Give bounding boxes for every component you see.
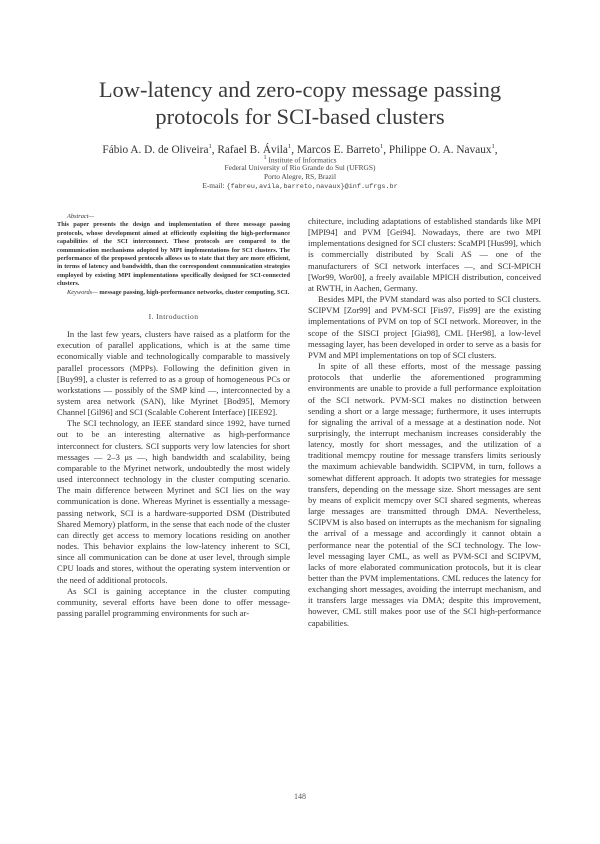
author-separator: , (494, 143, 498, 156)
email-label: E-mail: (202, 181, 225, 190)
affiliation-mark: 1 (263, 155, 267, 161)
paragraph: Besides MPI, the PVM standard was also ported to SCI clusters. SCIPVM [Zor99] and PVM-SCI [Fis97, Fis99] are the existing implementations of PVM on top of SCI network. Moreover, in the scope of the SISCI project [Gia98], CML [Her98], a low-level messaging layer, has been developed in order to serve as a basis for PVM and MPI implementations on top of SCI clusters. (308, 294, 541, 360)
author-separator: , (291, 143, 297, 156)
abstract (57, 213, 290, 289)
author-mark: 1 (380, 143, 384, 150)
author-name: Fábio A. D. de Oliveira (102, 143, 209, 156)
paper-title-line-1: Low-latency and zero-copy message passing (98, 77, 502, 102)
author-name: Rafael B. Ávila (217, 143, 288, 156)
section-heading: I. Introduction (148, 312, 199, 322)
affiliation-city: Porto Alegre, RS, Brazil (263, 172, 337, 181)
keywords-text: message passing, high-performance networks, cluster computing, SCI. (99, 288, 290, 296)
paper-title-line-2: protocols for SCI-based clusters (155, 104, 445, 129)
paragraph: The SCI technology, an IEEE standard since 1992, have turned out to be an interesting alternative as high-performance interconnect for clusters. SCI supports very low latencies for short messages — 2–3 μs —, high bandwidth and scalability, being comparable to the Myrinet network, undoubtedly the most widely used interconnect technology in the cluster computing scenario. The main difference between Myrinet and SCI lies on the way communication is done. Whereas Myrinet is essentially a message-passing network, SCI is a hardware-supported DSM (Distributed Shared Memory) platform, in the sense that each node of the cluster can directly get access to memory locations residing on another nodes. This behavior explains the low-latency inherent to SCI, since all communication can be done at user level, through simple CPU loads and stores, without the operating system intervention or the need of additional protocols. (57, 418, 290, 585)
author-name: Philippe O. A. Navaux (388, 143, 492, 156)
abstract-label: Abstract— (67, 213, 95, 220)
paragraph: In the last few years, clusters have raised as a platform for the execution of parallel applications, which is at the same time economically viable and technologically comparable to massively parallel processors (MPPs). Following the definition given in [Buy99], a cluster is referred to as a group of homogeneous PCs or workstations — possibly of the SMP kind —, interconnected by a system area network (SAN), like Myrinet [Bod95], Memory Channel [Gil96] and SCI (Scalable Coherent Interface) [IEE92]. (57, 329, 290, 418)
keywords (57, 289, 290, 297)
paragraph: In spite of all these efforts, most of the message passing protocols that underlie the aforementioned programming environments are unable to provide a full performance exploitation of the SCI network. PVM-SCI makes no distinction between sending a short or a large message; furthermore, it uses interrupts for signaling the arrival of a message at a destination node. Not surprisingly, the interrupt mechanism increases considerably the latency, mostly for short messages, and the utilization of a traditional memcpy routine for message transfers limits seriously the maximum achievable bandwidth. SCIPVM, in turn, follows a somewhat different approach. It adopts two strategies for message transfers, depending on the message size. Short messages are sent by means of explicit memcpy over SCI shared segments, whereas large messages are transmitted through DMA. Nevertheless, SCIPVM is also based on interrupts as the mechanism for signaling the arrival of a message and accordingly it cannot obtain a performance near the potential of the SCI technology. The low-level messaging layer CML, as well as PVM-SCI and SCIPVM, lacks of more elaborated communication protocols, but it is clear better than the PVM implementations. CML reduces the latency for exchanging short messages, avoiding the interrupt mechanism, and it transfers large messages via DMA; despite this improvement, however, CML still makes poor use of the SCI high-performance capabilities. (308, 361, 541, 628)
author-separator: , (383, 143, 389, 156)
affiliation-university: Federal University of Rio Grande do Sul (UFRGS) (224, 163, 376, 172)
email-address: {fabreu,avila,barreto,navaux}@inf.ufrgs.br (226, 183, 398, 191)
author-mark: 1 (208, 143, 212, 150)
keywords-label: Keywords— (67, 288, 98, 296)
author-mark: 1 (491, 143, 495, 150)
author-separator: , (211, 143, 218, 156)
abstract-text: This paper presents the design and implementation of three message passing protocols, whose development aimed at efficiently exploiting the high-performance capabilities of the SCI interconnect. These protocols are compared to the communication mechanisms adopted by MPI implementations for SCI clusters. The performance of the proposed protocols allows us to state that they are more efficient, in terms of latency and bandwidth, than the correspondent communication strategies employed by existing MPI implementations specifically designed for SCI-connected clusters. (57, 221, 290, 288)
left-body (57, 329, 290, 619)
affiliation-institute-text: Institute of Informatics (268, 155, 337, 165)
page-number: 148 (294, 792, 306, 801)
contact-email (0, 181, 600, 192)
left-column (57, 213, 290, 619)
right-column (308, 216, 541, 629)
paragraph: As SCI is gaining acceptance in the cluster computing community, several efforts have been done to offer message-passing parallel programming environments for such ar- (57, 585, 290, 618)
author-mark: 1 (287, 143, 292, 150)
paragraph: chitecture, including adaptations of established standards like MPI [MPI94] and PVM [Gei94]. Nowadays, there are two MPI implementations designed for SCI clusters: ScaMPI [Hus99], which is commercially distributed by Scali AS — one of the manufacturers of SCI network interfaces —, and SCI-MPICH [Wor99, Wor00], a freely available MPICH distribution, conceived at RWTH, in Aachen, Germany. (308, 216, 541, 293)
author-name: Marcos E. Barreto (296, 143, 380, 156)
